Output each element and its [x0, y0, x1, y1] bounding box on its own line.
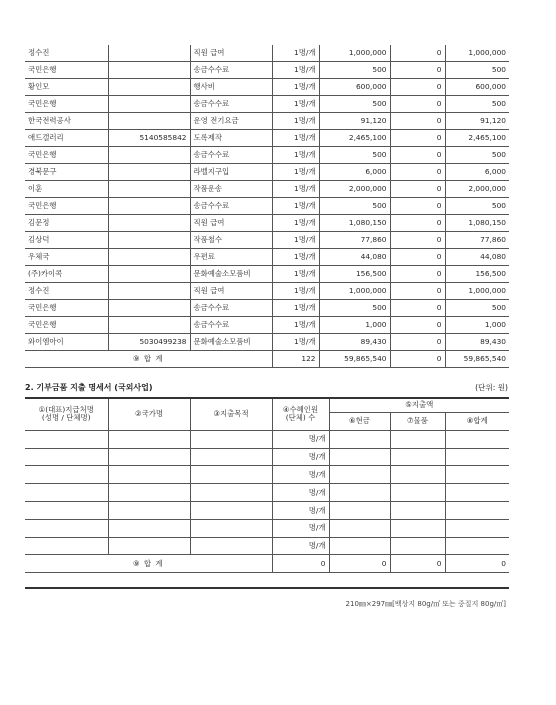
table-row — [25, 113, 509, 130]
table-row — [25, 45, 509, 62]
quantity-cell: 1명/개 — [272, 113, 319, 130]
header-goods: ⑦물품 — [390, 413, 445, 431]
payee-cell — [25, 484, 108, 502]
total-label: ⑨ 합 계 — [25, 351, 272, 368]
country-cell — [108, 466, 190, 484]
table-row — [25, 283, 509, 300]
table-row — [25, 501, 509, 519]
goods-cell: 0 — [390, 62, 445, 79]
payee-cell: 국민은행 — [25, 317, 108, 334]
total-cell: 1,000,000 — [445, 283, 509, 300]
total-goods: 0 — [390, 351, 445, 368]
total-quantity: 122 — [272, 351, 319, 368]
goods-cell — [390, 430, 445, 448]
total-cell: 2,465,100 — [445, 130, 509, 147]
biz-number-cell — [108, 198, 190, 215]
purpose-cell — [190, 537, 272, 555]
purpose-cell: 우편료 — [190, 249, 272, 266]
biz-number-cell — [108, 113, 190, 130]
purpose-cell: 문화예술소모품비 — [190, 266, 272, 283]
table-row — [25, 484, 509, 502]
total-quantity: 0 — [272, 555, 329, 573]
goods-cell: 0 — [390, 232, 445, 249]
goods-cell: 0 — [390, 130, 445, 147]
biz-number-cell — [108, 181, 190, 198]
cash-cell: 500 — [319, 62, 390, 79]
total-cell: 1,000 — [445, 317, 509, 334]
table-row — [25, 96, 509, 113]
total-cell — [445, 519, 509, 537]
biz-number-cell — [108, 62, 190, 79]
payee-cell: 우체국 — [25, 249, 108, 266]
header-payee: ①(대표)지급처명 (성명 / 단체명) — [25, 398, 108, 430]
cash-cell: 500 — [319, 96, 390, 113]
quantity-cell: 1명/개 — [272, 62, 319, 79]
cash-cell: 500 — [319, 198, 390, 215]
beneficiaries-cell: 명/개 — [272, 501, 329, 519]
table-row — [25, 300, 509, 317]
quantity-cell: 1명/개 — [272, 45, 319, 62]
table-row — [25, 164, 509, 181]
quantity-cell: 1명/개 — [272, 283, 319, 300]
cash-cell: 600,000 — [319, 79, 390, 96]
purpose-cell: 송금수수료 — [190, 96, 272, 113]
goods-cell — [390, 537, 445, 555]
total-cell: 1,000,000 — [445, 45, 509, 62]
total-cell: 91,120 — [445, 113, 509, 130]
table-row — [25, 334, 509, 351]
goods-cell: 0 — [390, 79, 445, 96]
goods-cell — [390, 466, 445, 484]
country-cell — [108, 430, 190, 448]
purpose-cell — [190, 484, 272, 502]
total-cell: 600,000 — [445, 79, 509, 96]
table-row — [25, 466, 509, 484]
purpose-cell: 작품운송 — [190, 181, 272, 198]
purpose-cell: 라벨지구입 — [190, 164, 272, 181]
quantity-cell: 1명/개 — [272, 130, 319, 147]
goods-cell: 0 — [390, 45, 445, 62]
beneficiaries-cell: 명/개 — [272, 448, 329, 466]
country-cell — [108, 448, 190, 466]
quantity-cell: 1명/개 — [272, 164, 319, 181]
total-cell: 500 — [445, 96, 509, 113]
cash-cell — [329, 466, 390, 484]
total-cell: 156,500 — [445, 266, 509, 283]
goods-cell: 0 — [390, 96, 445, 113]
total-cash: 59,865,540 — [319, 351, 390, 368]
payee-cell: 황인모 — [25, 79, 108, 96]
cash-cell: 44,080 — [319, 249, 390, 266]
total-cell — [445, 430, 509, 448]
table-row — [25, 537, 509, 555]
biz-number-cell — [108, 45, 190, 62]
goods-cell — [390, 484, 445, 502]
purpose-cell: 도록제작 — [190, 130, 272, 147]
goods-cell: 0 — [390, 249, 445, 266]
payee-cell: 이훈 — [25, 181, 108, 198]
total-cell: 6,000 — [445, 164, 509, 181]
cash-cell: 2,465,100 — [319, 130, 390, 147]
quantity-cell: 1명/개 — [272, 249, 319, 266]
goods-cell: 0 — [390, 147, 445, 164]
biz-number-cell — [108, 300, 190, 317]
purpose-cell: 운영 전기요금 — [190, 113, 272, 130]
quantity-cell: 1명/개 — [272, 181, 319, 198]
payee-cell: 김상덕 — [25, 232, 108, 249]
biz-number-cell — [108, 79, 190, 96]
cash-cell: 1,000,000 — [319, 45, 390, 62]
total-cash: 0 — [329, 555, 390, 573]
cash-cell: 1,000,000 — [319, 283, 390, 300]
cash-cell — [329, 519, 390, 537]
biz-number-cell — [108, 266, 190, 283]
table-row — [25, 448, 509, 466]
cash-cell: 156,500 — [319, 266, 390, 283]
bottom-rule — [25, 587, 509, 589]
quantity-cell: 1명/개 — [272, 317, 319, 334]
payee-cell: 국민은행 — [25, 300, 108, 317]
purpose-cell: 송금수수료 — [190, 62, 272, 79]
overseas-expense-table — [25, 397, 509, 573]
goods-cell: 0 — [390, 181, 445, 198]
cash-cell: 1,080,150 — [319, 215, 390, 232]
goods-cell: 0 — [390, 266, 445, 283]
quantity-cell: 1명/개 — [272, 147, 319, 164]
country-cell — [108, 537, 190, 555]
quantity-cell: 1명/개 — [272, 215, 319, 232]
paper-spec-footer: 210㎜×297㎜[백상지 80g/㎡ 또는 중질지 80g/㎡] — [345, 600, 506, 608]
total-cell: 500 — [445, 62, 509, 79]
header-country: ②국가명 — [108, 398, 190, 430]
payee-cell: 경북문구 — [25, 164, 108, 181]
total-cell: 44,080 — [445, 249, 509, 266]
total-cell: 89,430 — [445, 334, 509, 351]
total-cell: 500 — [445, 300, 509, 317]
quantity-cell: 1명/개 — [272, 232, 319, 249]
header-beneficiaries: ④수혜인원 (단체) 수 — [272, 398, 329, 430]
biz-number-cell: 5030499238 — [108, 334, 190, 351]
cash-cell — [329, 430, 390, 448]
section-title: 2. 기부금품 지출 명세서 (국외사업) — [25, 383, 153, 392]
purpose-cell: 직원 급여 — [190, 283, 272, 300]
header-cash: ⑥현금 — [329, 413, 390, 431]
goods-cell: 0 — [390, 334, 445, 351]
purpose-cell: 송금수수료 — [190, 198, 272, 215]
beneficiaries-cell: 명/개 — [272, 537, 329, 555]
goods-cell — [390, 448, 445, 466]
country-cell — [108, 519, 190, 537]
biz-number-cell — [108, 147, 190, 164]
payee-cell: 정수진 — [25, 283, 108, 300]
table-row — [25, 430, 509, 448]
header-total: ⑧합계 — [445, 413, 509, 431]
unit-label: (단위: 원) — [475, 383, 508, 392]
biz-number-cell — [108, 283, 190, 300]
purpose-cell: 문화예술소모품비 — [190, 334, 272, 351]
cash-cell: 77,860 — [319, 232, 390, 249]
cash-cell: 1,000 — [319, 317, 390, 334]
payee-cell — [25, 537, 108, 555]
total-label: ⑨ 합 계 — [25, 555, 272, 573]
beneficiaries-cell: 명/개 — [272, 466, 329, 484]
beneficiaries-cell: 명/개 — [272, 484, 329, 502]
cash-cell: 500 — [319, 147, 390, 164]
table-row — [25, 181, 509, 198]
quantity-cell: 1명/개 — [272, 266, 319, 283]
total-amount: 0 — [445, 555, 509, 573]
payee-cell: 정수진 — [25, 45, 108, 62]
payee-cell: 와이엠아이 — [25, 334, 108, 351]
payee-cell: (주)카이콕 — [25, 266, 108, 283]
quantity-cell: 1명/개 — [272, 300, 319, 317]
payee-cell: 한국전력공사 — [25, 113, 108, 130]
total-cell — [445, 466, 509, 484]
payee-cell: 국민은행 — [25, 147, 108, 164]
cash-cell: 2,000,000 — [319, 181, 390, 198]
total-row — [25, 555, 509, 573]
biz-number-cell — [108, 249, 190, 266]
country-cell — [108, 484, 190, 502]
header-amount: ⑤지출액 — [329, 398, 509, 413]
payee-cell: 국민은행 — [25, 62, 108, 79]
table-row — [25, 147, 509, 164]
total-cell — [445, 537, 509, 555]
quantity-cell: 1명/개 — [272, 96, 319, 113]
cash-cell — [329, 448, 390, 466]
goods-cell: 0 — [390, 198, 445, 215]
total-cell — [445, 448, 509, 466]
purpose-cell: 행사비 — [190, 79, 272, 96]
country-cell — [108, 501, 190, 519]
goods-cell — [390, 519, 445, 537]
goods-cell — [390, 501, 445, 519]
total-row — [25, 351, 509, 368]
goods-cell: 0 — [390, 300, 445, 317]
purpose-cell: 송금수수료 — [190, 300, 272, 317]
goods-cell: 0 — [390, 215, 445, 232]
table-row — [25, 266, 509, 283]
cash-cell: 500 — [319, 300, 390, 317]
goods-cell: 0 — [390, 283, 445, 300]
table-row — [25, 215, 509, 232]
purpose-cell — [190, 430, 272, 448]
table-row — [25, 198, 509, 215]
total-cell — [445, 484, 509, 502]
purpose-cell — [190, 466, 272, 484]
purpose-cell: 작품철수 — [190, 232, 272, 249]
payee-cell — [25, 466, 108, 484]
goods-cell: 0 — [390, 317, 445, 334]
purpose-cell — [190, 501, 272, 519]
total-cell: 500 — [445, 147, 509, 164]
biz-number-cell — [108, 232, 190, 249]
cash-cell: 6,000 — [319, 164, 390, 181]
goods-cell: 0 — [390, 164, 445, 181]
biz-number-cell — [108, 215, 190, 232]
table-row — [25, 232, 509, 249]
payee-cell — [25, 501, 108, 519]
biz-number-cell — [108, 317, 190, 334]
cash-cell — [329, 537, 390, 555]
total-cell: 2,000,000 — [445, 181, 509, 198]
purpose-cell — [190, 448, 272, 466]
payee-cell: 국민은행 — [25, 96, 108, 113]
table-row — [25, 79, 509, 96]
purpose-cell: 송금수수료 — [190, 317, 272, 334]
header-row — [25, 398, 509, 413]
total-cell: 500 — [445, 198, 509, 215]
domestic-expense-table — [25, 45, 509, 368]
total-amount: 59,865,540 — [445, 351, 509, 368]
beneficiaries-cell: 명/개 — [272, 430, 329, 448]
biz-number-cell: 5140585842 — [108, 130, 190, 147]
purpose-cell: 송금수수료 — [190, 147, 272, 164]
cash-cell — [329, 484, 390, 502]
payee-cell: 김문정 — [25, 215, 108, 232]
purpose-cell: 직원 급여 — [190, 215, 272, 232]
biz-number-cell — [108, 96, 190, 113]
payee-cell: 국민은행 — [25, 198, 108, 215]
table-row — [25, 317, 509, 334]
total-cell: 77,860 — [445, 232, 509, 249]
header-purpose: ③지출목적 — [190, 398, 272, 430]
payee-cell: 애드갤러리 — [25, 130, 108, 147]
table-row — [25, 62, 509, 79]
quantity-cell: 1명/개 — [272, 79, 319, 96]
payee-cell — [25, 430, 108, 448]
beneficiaries-cell: 명/개 — [272, 519, 329, 537]
purpose-cell — [190, 519, 272, 537]
table-row — [25, 130, 509, 147]
table-row — [25, 519, 509, 537]
quantity-cell: 1명/개 — [272, 334, 319, 351]
total-cell — [445, 501, 509, 519]
cash-cell — [329, 501, 390, 519]
payee-cell — [25, 448, 108, 466]
table-row — [25, 249, 509, 266]
cash-cell: 89,430 — [319, 334, 390, 351]
goods-cell: 0 — [390, 113, 445, 130]
cash-cell: 91,120 — [319, 113, 390, 130]
payee-cell — [25, 519, 108, 537]
purpose-cell: 직원 급여 — [190, 45, 272, 62]
biz-number-cell — [108, 164, 190, 181]
quantity-cell: 1명/개 — [272, 198, 319, 215]
total-goods: 0 — [390, 555, 445, 573]
total-cell: 1,080,150 — [445, 215, 509, 232]
